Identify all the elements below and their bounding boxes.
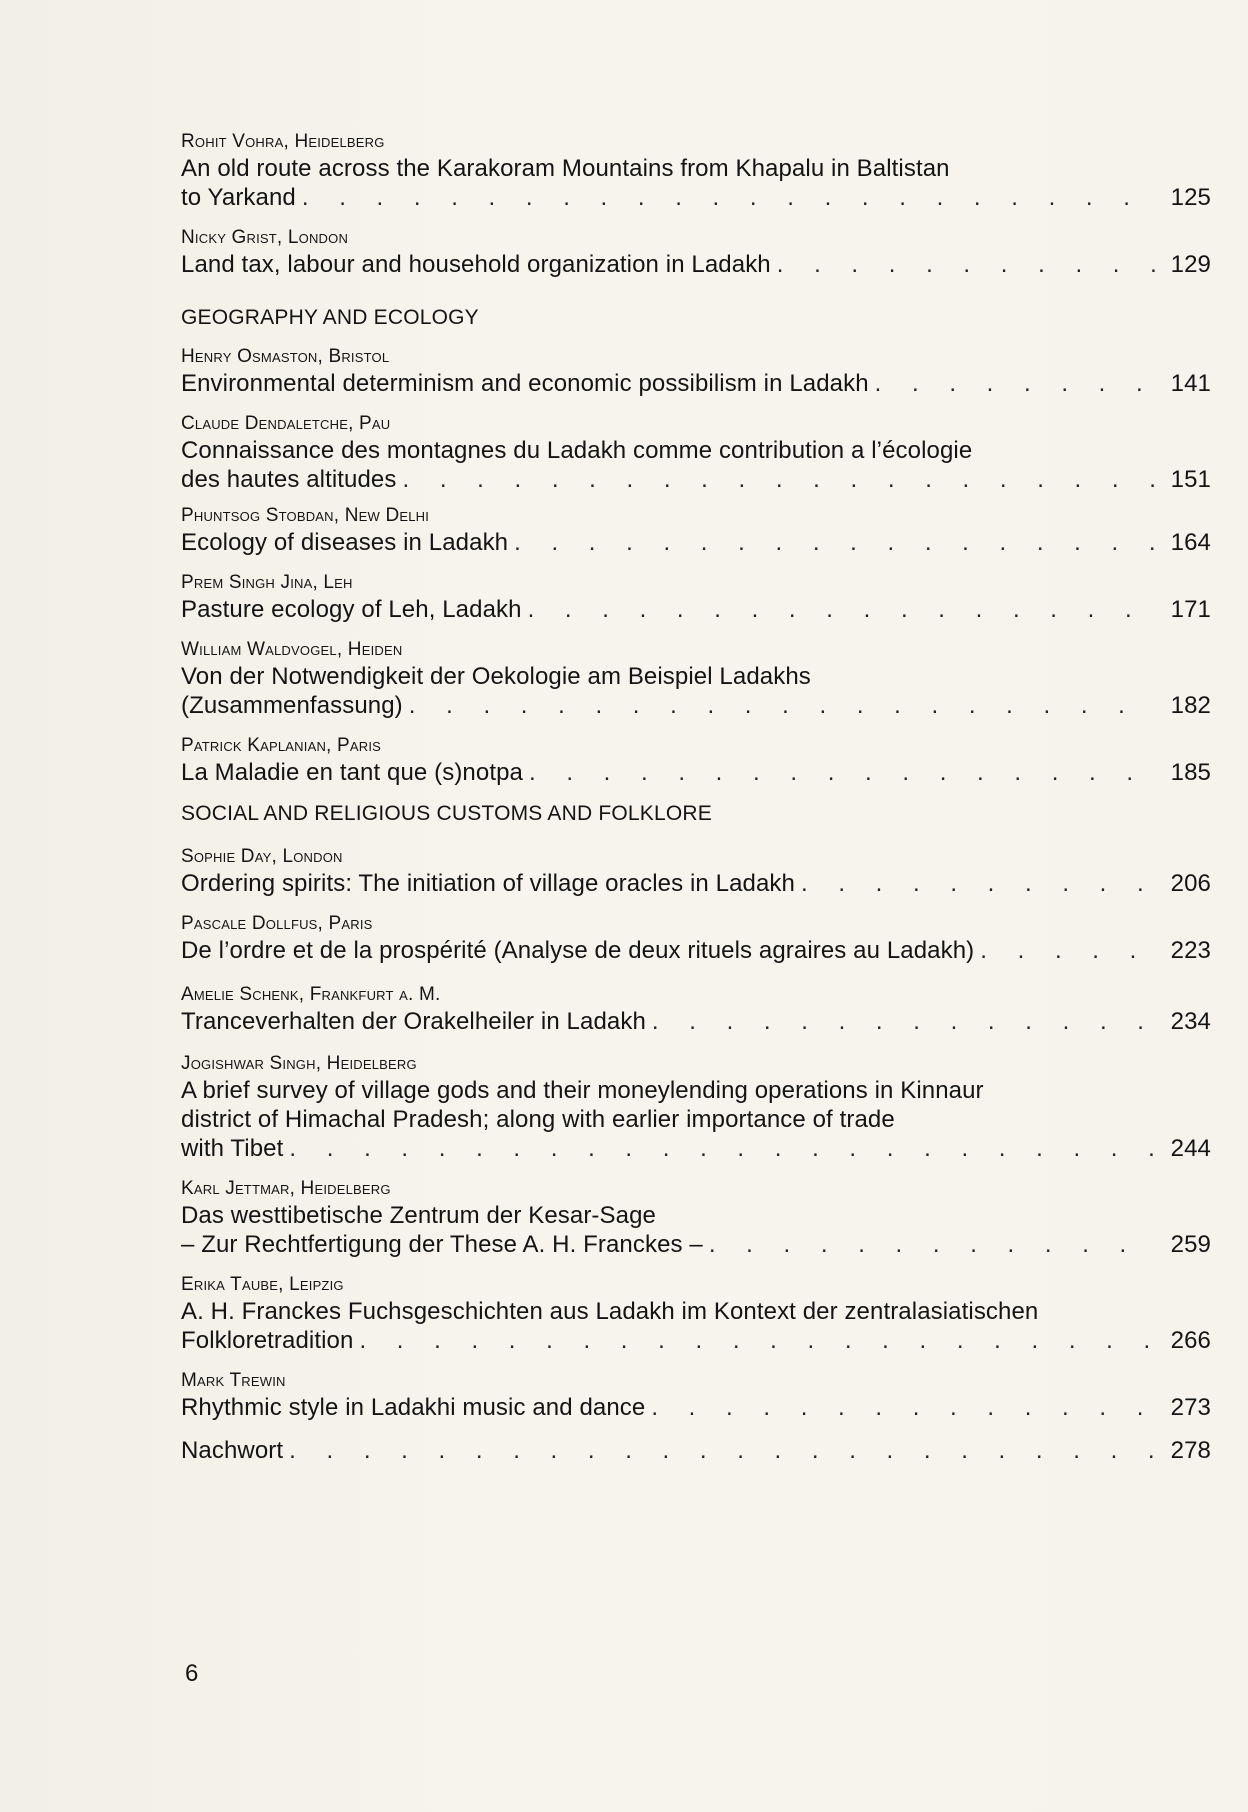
entry-title: with Tibet <box>181 1135 284 1162</box>
entry-page: 223 <box>1170 937 1211 964</box>
leader-dots <box>651 1393 1156 1422</box>
toc-entry <box>181 345 1211 398</box>
entry-title: Von der Notwendigkeit der Oekologie am Beispiel Ladakhs <box>181 663 811 690</box>
leader-dots <box>402 465 1156 494</box>
toc-entry <box>181 130 1211 212</box>
entry-title-line <box>181 1297 1211 1326</box>
toc-entry <box>181 1177 1211 1259</box>
toc-entry <box>181 1273 1211 1355</box>
toc-entry <box>181 412 1211 494</box>
entry-title: Das westtibetische Zentrum der Kesar-Sage <box>181 1202 656 1229</box>
entry-page: 266 <box>1170 1327 1211 1354</box>
entry-author: Patrick Kaplanian, Paris <box>181 735 382 756</box>
entry-title-line <box>181 662 1211 691</box>
entry-title-line <box>181 758 1211 787</box>
entry-author: Nicky Grist, London <box>181 227 349 248</box>
toc-entry <box>181 638 1211 720</box>
toc-entry <box>181 983 1211 1036</box>
entry-title: (Zusammenfassung) <box>181 692 403 719</box>
entry-page: 171 <box>1170 596 1211 623</box>
leader-dots <box>709 1230 1156 1259</box>
entry-page: 141 <box>1170 370 1211 397</box>
entry-title-line <box>181 465 1211 494</box>
leader-dots <box>980 936 1156 965</box>
toc-entry <box>181 226 1211 279</box>
entry-title-line <box>181 1201 1211 1230</box>
entry-author: Amelie Schenk, Frankfurt a. M. <box>181 984 441 1005</box>
entry-title: to Yarkand <box>181 184 296 211</box>
entry-author: Erika Taube, Leipzig <box>181 1274 344 1295</box>
entry-page: 129 <box>1170 251 1211 278</box>
entry-title-line <box>181 691 1211 720</box>
entry-title-line <box>181 369 1211 398</box>
entry-title-line <box>181 183 1211 212</box>
entry-title-line <box>181 595 1211 624</box>
entry-title-line <box>181 1076 1211 1105</box>
toc-entry <box>181 571 1211 624</box>
entry-title: Folkloretradition <box>181 1327 354 1354</box>
entry-author: Mark Trewin <box>181 1370 286 1391</box>
leader-dots <box>359 1326 1156 1355</box>
entry-title: Land tax, labour and household organization in Ladakh <box>181 251 771 278</box>
entry-page: 244 <box>1170 1135 1211 1162</box>
leader-dots <box>289 1134 1156 1163</box>
entry-page: 125 <box>1170 184 1211 211</box>
entry-author: Prem Singh Jina, Leh <box>181 572 353 593</box>
entry-page: 278 <box>1170 1437 1211 1464</box>
entry-author: Rohit Vohra, Heidelberg <box>181 131 385 152</box>
leader-dots <box>528 595 1156 624</box>
toc-entry <box>181 845 1211 898</box>
leader-dots <box>875 369 1156 398</box>
entry-title: district of Himachal Pradesh; along with earlier importance of trade <box>181 1106 895 1133</box>
entry-title: La Maladie en tant que (s)notpa <box>181 759 523 786</box>
section-heading: GEOGRAPHY AND ECOLOGY <box>181 306 479 329</box>
toc-entry <box>181 1052 1211 1163</box>
entry-page: 234 <box>1170 1008 1211 1035</box>
entry-title: Ecology of diseases in Ladakh <box>181 529 509 556</box>
entry-page: 164 <box>1170 529 1211 556</box>
entry-title: Nachwort <box>181 1437 284 1464</box>
leader-dots <box>514 528 1156 557</box>
toc-entry <box>181 734 1211 787</box>
entry-title: des hautes altitudes <box>181 466 397 493</box>
toc-entry <box>181 912 1211 965</box>
entry-author: Karl Jettmar, Heidelberg <box>181 1178 391 1199</box>
table-of-contents <box>181 130 1211 1465</box>
entry-page: 206 <box>1170 870 1211 897</box>
entry-title: Connaissance des montagnes du Ladakh comme contribution a l’écologie <box>181 437 973 464</box>
leader-dots <box>289 1436 1156 1465</box>
leader-dots <box>801 869 1156 898</box>
entry-title-line <box>181 436 1211 465</box>
entry-author: Sophie Day, London <box>181 846 343 867</box>
entry-title: Rhythmic style in Ladakhi music and dance <box>181 1394 646 1421</box>
entry-title: Pasture ecology of Leh, Ladakh <box>181 596 522 623</box>
entry-title-line <box>181 869 1211 898</box>
entry-author: William Waldvogel, Heiden <box>181 639 403 660</box>
leader-dots <box>409 691 1156 720</box>
section-heading: SOCIAL AND RELIGIOUS CUSTOMS AND FOLKLORE <box>181 802 712 825</box>
entry-title: A brief survey of village gods and their moneylending operations in Kinnaur <box>181 1077 984 1104</box>
entry-title: Ordering spirits: The initiation of village oracles in Ladakh <box>181 870 795 897</box>
page-number: 6 <box>185 1660 199 1687</box>
toc-entry <box>181 504 1211 557</box>
entry-author: Phuntsog Stobdan, New Delhi <box>181 505 430 526</box>
entry-title: – Zur Rechtfertigung der These A. H. Franckes – <box>181 1231 703 1258</box>
leader-dots <box>302 183 1156 212</box>
entry-page: 273 <box>1170 1394 1211 1421</box>
entry-page: 182 <box>1170 692 1211 719</box>
entry-title-line <box>181 1230 1211 1259</box>
entry-title-line <box>181 1134 1211 1163</box>
toc-entry <box>181 1369 1211 1422</box>
entry-page: 259 <box>1170 1231 1211 1258</box>
entry-title-line <box>181 528 1211 557</box>
leader-dots <box>777 250 1156 279</box>
entry-title-line <box>181 936 1211 965</box>
entry-author: Jogishwar Singh, Heidelberg <box>181 1053 417 1074</box>
toc-entry <box>181 1436 1211 1465</box>
entry-author: Pascale Dollfus, Paris <box>181 913 373 934</box>
entry-title-line <box>181 1105 1211 1134</box>
entry-title: De l’ordre et de la prospérité (Analyse de deux rituels agraires au Ladakh) <box>181 937 975 964</box>
entry-page: 185 <box>1170 759 1211 786</box>
entry-title: Environmental determinism and economic possibilism in Ladakh <box>181 370 869 397</box>
entry-author: Claude Dendaletche, Pau <box>181 413 391 434</box>
leader-dots <box>652 1007 1156 1036</box>
entry-title-line <box>181 250 1211 279</box>
entry-title: Tranceverhalten der Orakelheiler in Ladakh <box>181 1008 646 1035</box>
entry-title-line <box>181 1393 1211 1422</box>
entry-title-line <box>181 1436 1211 1465</box>
entry-title-line <box>181 1007 1211 1036</box>
entry-page: 151 <box>1170 466 1211 493</box>
entry-title-line <box>181 154 1211 183</box>
entry-author: Henry Osmaston, Bristol <box>181 346 390 367</box>
leader-dots <box>529 758 1156 787</box>
entry-title-line <box>181 1326 1211 1355</box>
entry-title: A. H. Franckes Fuchsgeschichten aus Ladakh im Kontext der zentralasiatischen <box>181 1298 1039 1325</box>
entry-title: An old route across the Karakoram Mountains from Khapalu in Baltistan <box>181 155 950 182</box>
